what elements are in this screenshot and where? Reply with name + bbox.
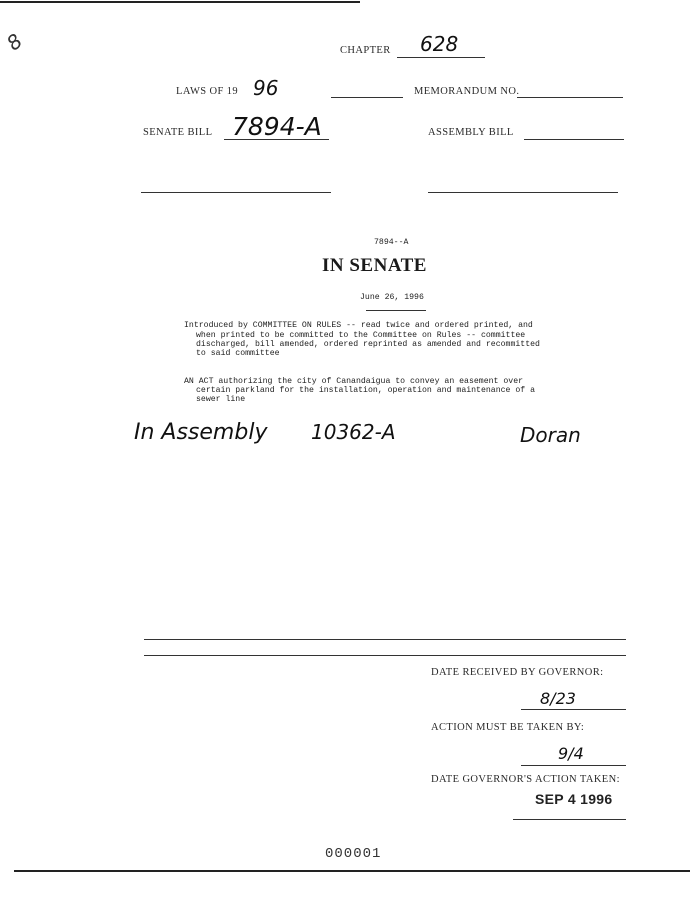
action-taken-stamp: SEP 4 1996 (535, 791, 613, 807)
title-line-3: sewer line (196, 395, 246, 404)
divider-rule-2 (144, 655, 626, 656)
chapter-label: CHAPTER (340, 45, 391, 56)
action-by-label: ACTION MUST BE TAKEN BY: (431, 722, 585, 733)
laws-line (331, 97, 403, 98)
laws-year: 96 (253, 76, 279, 100)
divider-rule-1 (144, 639, 626, 640)
page-number: 000001 (325, 846, 382, 862)
title-line-2: certain parkland for the installation, operation and maintenance of a (196, 386, 536, 395)
introduction-line-2: when printed to be committed to the Committee on Rules -- committee (196, 331, 526, 340)
senate-bill-line (224, 139, 329, 140)
introduction-line-4: to said committee (196, 349, 280, 358)
senate-bill-number: 7894-A (232, 112, 322, 141)
bill-date: June 26, 1996 (360, 293, 424, 302)
handwritten-assembly-number: 10362-A (311, 420, 396, 444)
introduction-line-3: discharged, bill amended, ordered reprinted as amended and recommitted (196, 340, 540, 349)
print-number: 7894--A (374, 238, 409, 247)
date-rule (366, 310, 426, 311)
received-label: DATE RECEIVED BY GOVERNOR: (431, 667, 604, 678)
action-taken-label: DATE GOVERNOR'S ACTION TAKEN: (431, 774, 620, 785)
chamber-heading: IN SENATE (322, 255, 427, 276)
received-line (521, 709, 626, 710)
laws-label: LAWS OF 19 (176, 86, 239, 97)
chapter-line (397, 57, 485, 58)
action-by-line (521, 765, 626, 766)
top-rule (0, 1, 360, 3)
introduction-line-1: Introduced by COMMITTEE ON RULES -- read twice and ordered printed, and (184, 321, 533, 330)
assembly-bill-label: ASSEMBLY BILL (428, 127, 514, 138)
corner-mark: 8 (1, 28, 27, 56)
handwritten-assembly: In Assembly (134, 420, 268, 445)
assembly-bill-line (524, 139, 624, 140)
handwritten-sponsor: Doran (520, 423, 581, 447)
received-value: 8/23 (540, 689, 576, 708)
blank-line-left (141, 192, 331, 193)
senate-bill-label: SENATE BILL (143, 127, 213, 138)
memorandum-label: MEMORANDUM NO. (414, 86, 520, 97)
blank-line-right (428, 192, 618, 193)
chapter-number: 628 (420, 32, 459, 56)
bottom-rule (14, 870, 690, 872)
memorandum-line (517, 97, 623, 98)
title-line-1: AN ACT authorizing the city of Canandaigua to convey an easement over (184, 377, 524, 386)
action-by-value: 9/4 (558, 744, 584, 763)
action-taken-line (513, 819, 626, 820)
